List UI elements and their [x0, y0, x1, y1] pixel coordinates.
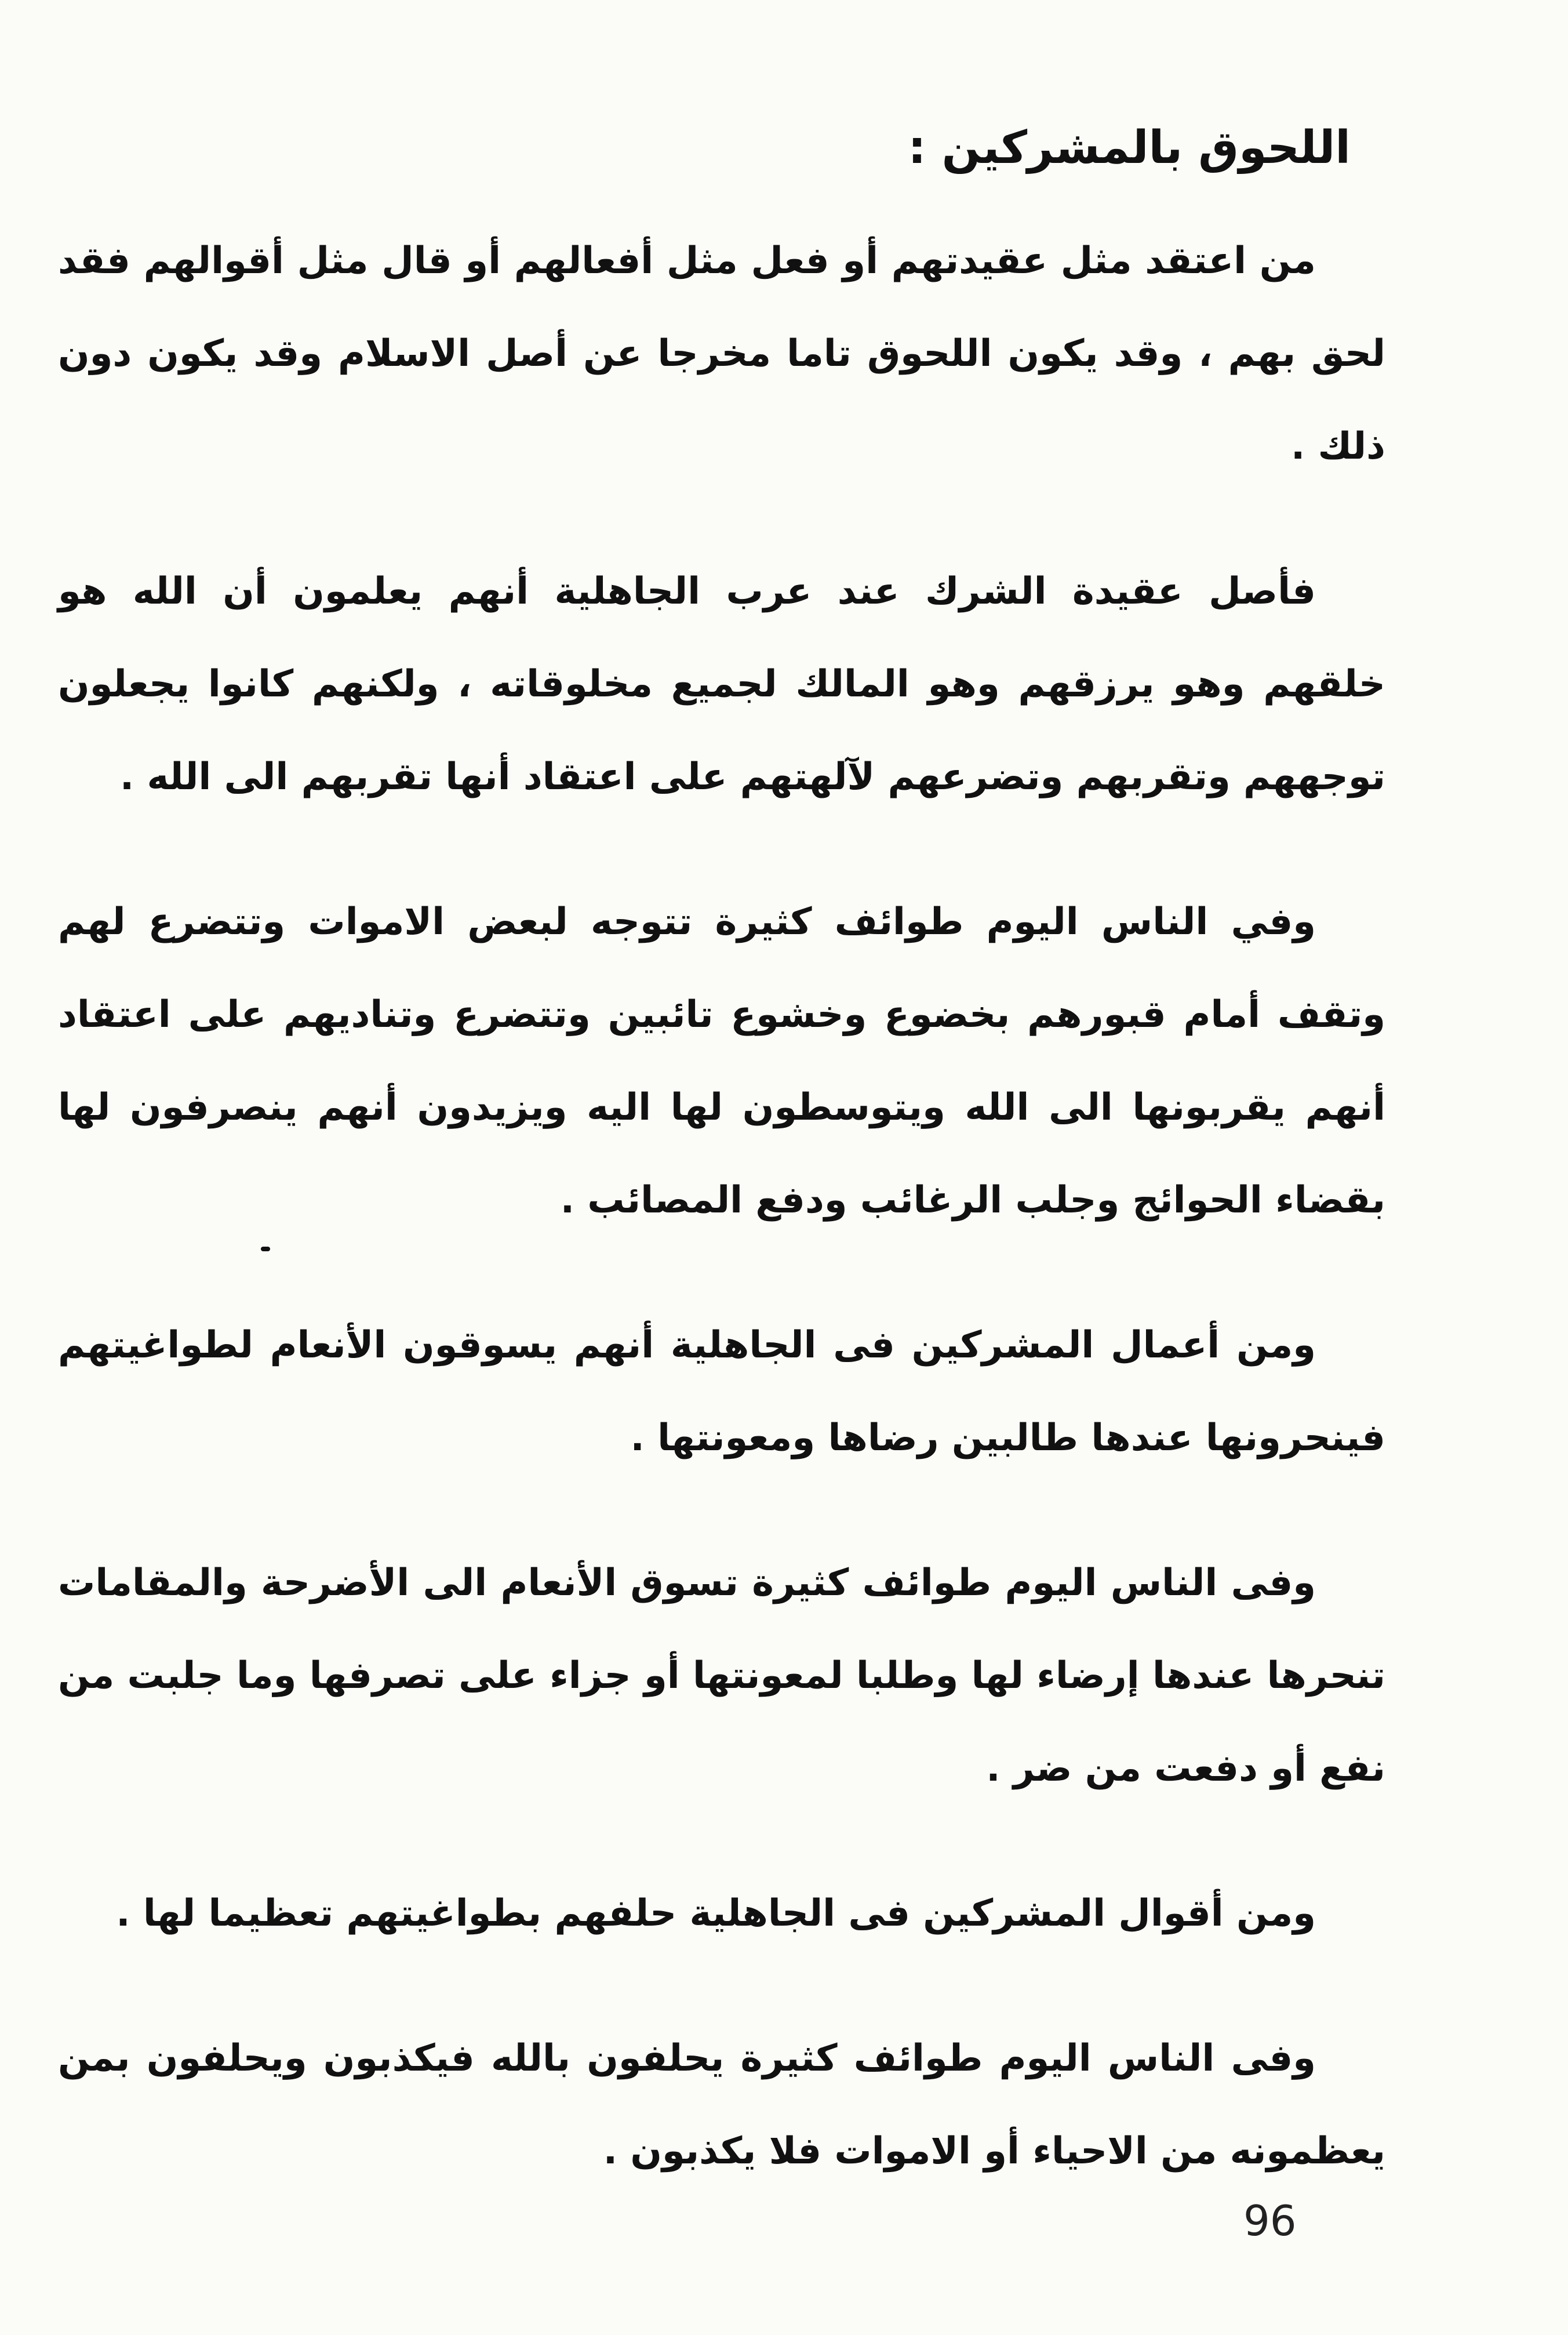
paragraph-6: ومن أقوال المشركين فى الجاهلية حلفهم بطواغيتهم تعظيما لها .	[116, 1892, 1316, 1935]
paragraph-1: من اعتقد مثل عقيدتهم أو فعل مثل أفعالهم أو قال مثل أقوالهم فقد لحق بهم ، وقد يكون اللحوق تاما مخرجا عن أصل الاسلام وقد يكون دون ذلك .	[58, 239, 1385, 468]
page-body	[58, 104, 1385, 2250]
ink-speck	[261, 1247, 270, 1251]
paragraph-5: وفى الناس اليوم طوائف كثيرة تسوق الأنعام الى الأضرحة والمقامات تنحرها عندها إرضاء لها وطلبا لمعونتها أو جزاء على تصرفها وما جلبت من نفع أو دفعت من ضر .	[58, 1561, 1385, 1790]
section-heading: اللحوق بالمشركين :	[908, 122, 1351, 174]
page-number: 96	[1243, 2196, 1297, 2245]
paragraph-7: وفى الناس اليوم طوائف كثيرة يحلفون بالله فيكذبون ويحلفون بمن يعظمونه من الاحياء أو الاموات فلا يكذبون .	[58, 2037, 1385, 2173]
paragraph-2: فأصل عقيدة الشرك عند عرب الجاهلية أنهم يعلمون أن الله هو خلقهم وهو يرزقهم وهو المالك لجميع مخلوقاته ، ولكنهم كانوا يجعلون توجههم وتقربهم وتضرعهم لآلهتهم على اعتقاد أنها تقربهم الى الله .	[58, 570, 1385, 798]
paragraph-4: ومن أعمال المشركين فى الجاهلية أنهم يسوقون الأنعام لطواغيتهم فينحرونها عندها طالبين رضاها ومعونتها .	[58, 1324, 1385, 1459]
paragraph-3: وفي الناس اليوم طوائف كثيرة تتوجه لبعض الاموات وتتضرع لهم وتقف أمام قبورهم بخضوع وخشوع تائبين وتتضرع وتناديهم على اعتقاد أنهم يقربونها الى الله ويتوسطون لها اليه ويزيدون أنهم ينصرفون لها بقضاء الحوائج وجلب الرغائب ودفع المصائب .	[58, 900, 1385, 1222]
